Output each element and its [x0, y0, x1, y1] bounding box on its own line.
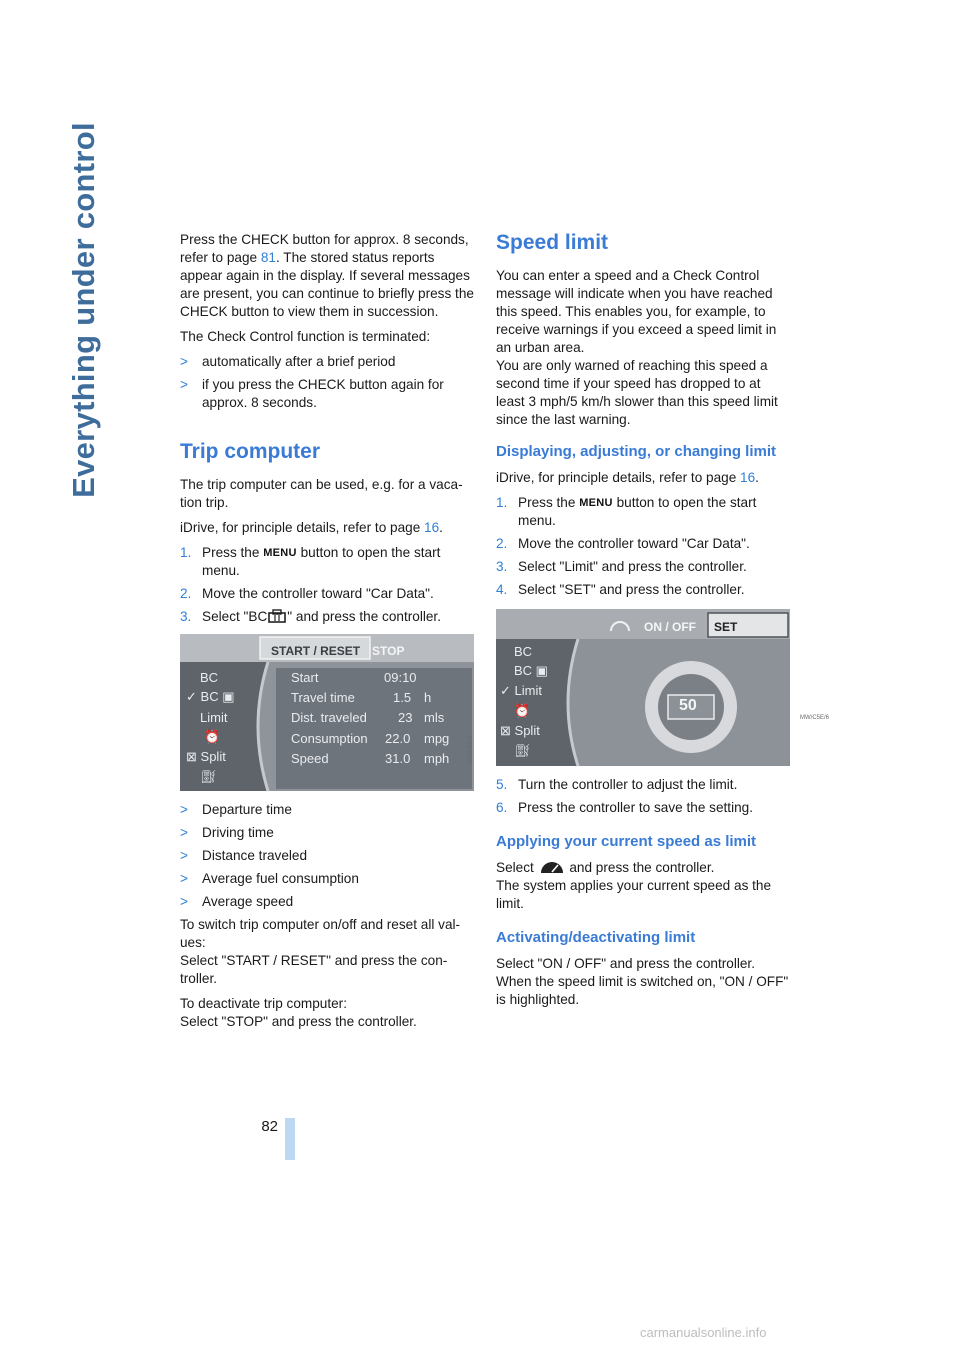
check-paragraph: Press the CHECK button for approx. 8 seconds, refer to page 81. The stored status reports appear again in the display. If several messages are present, you can continue to briefly press the CHECK button to view them in succession.	[180, 232, 474, 319]
screen-row-label: Speed	[291, 751, 329, 766]
limit-value: 50	[679, 697, 697, 714]
speed-limit-warning: You are only warned of reaching this speed a second time if your speed has dropped to at least 3 mph/5 km/h slower than this speed limit since the last warning.	[496, 358, 778, 427]
menu-button-icon: MENU	[579, 497, 613, 509]
switch-paragraph: To switch trip computer on/off and reset all val-ues:	[180, 917, 461, 950]
right-column	[496, 231, 830, 1016]
speed-limit-intro: You can enter a speed and a Check Control message will indicate when you have reached this speed. This enables you, for example, to receive warnings if you exceed a speed limit in an urban area.	[496, 268, 777, 355]
step-item: 2. Move the controller toward "Car Data".	[180, 586, 434, 601]
split-icon: ⊠	[186, 749, 197, 764]
left-column	[180, 231, 476, 1038]
idrive-paragraph: iDrive, for principle details, refer to page 16.	[496, 470, 759, 485]
screen-row-unit: mpg	[424, 731, 450, 746]
terminated-paragraph: The Check Control function is terminated:	[180, 329, 431, 344]
step-item: 3. Select "BC " and press the controller.	[180, 609, 441, 624]
screen-menu-split: ⊠ Split	[186, 749, 226, 764]
step-item: 1. Press the MENU button to open the start menu.	[496, 495, 757, 528]
bc-calc-icon	[267, 609, 287, 623]
screen-row-value: 1.5	[393, 690, 412, 705]
screen-row-unit: mls	[424, 710, 445, 725]
page-number: 82	[261, 1118, 278, 1135]
alarm-clock-icon: ⏰	[204, 729, 221, 744]
screen-row-unit: h	[424, 690, 432, 705]
step-item: 5. Turn the controller to adjust the limit.	[496, 777, 738, 792]
section-side-title-text: Everything under control	[66, 122, 101, 498]
screen-menu-bc: BC	[200, 670, 219, 685]
idrive-paragraph: iDrive, for principle details, refer to page 16.	[180, 520, 443, 535]
screen-menu-limit: ✓ Limit	[500, 683, 542, 698]
list-item: > Departure time	[180, 802, 292, 817]
step-item: 3. Select "Limit" and press the controller.	[496, 559, 747, 574]
list-item: > Average fuel consumption	[180, 871, 359, 886]
check-icon: ✓	[500, 683, 511, 698]
list-item: > Distance traveled	[180, 848, 308, 863]
apply-speed-paragraph-2: The system applies your current speed as the limit.	[496, 878, 772, 911]
activating-paragraph: Select "ON / OFF" and press the controller.	[496, 956, 755, 971]
menu-button-icon: MENU	[263, 547, 297, 559]
apply-speed-heading: Applying your current speed as limit	[496, 833, 757, 850]
page-number-bar	[285, 1118, 295, 1160]
step-item: 4. Select "SET" and press the controller.	[496, 582, 745, 597]
list-item: > Average speed	[180, 894, 294, 909]
speed-limit-heading: Speed limit	[496, 231, 609, 254]
screen-menu-bc-calc: BC ▣	[514, 663, 548, 678]
page-link-16[interactable]: 16	[740, 470, 756, 485]
trip-computer-heading: Trip computer	[180, 440, 321, 463]
switch-paragraph-2: Select "START / RESET" and press the con-troller.	[180, 953, 448, 986]
list-item: > if you press the CHECK button again for approx. 8 seconds.	[180, 377, 444, 410]
split-icon: ⊠	[500, 723, 511, 738]
screen-menu-bc: BC	[514, 644, 533, 659]
screen-menu-split: ⊠ Split	[500, 723, 540, 738]
screen-row-unit: mph	[424, 751, 450, 766]
screen-row-value: 31.0	[385, 751, 411, 766]
tab-start-reset: START / RESET	[271, 644, 361, 658]
tab-stop: STOP	[372, 644, 405, 658]
activating-limit-heading: Activating/deactivating limit	[496, 929, 696, 946]
screen-menu-bc-calc: ✓ BC ▣	[186, 689, 235, 704]
screen-row-label: Travel time	[291, 690, 355, 705]
screen-row-label: Dist. traveled	[291, 710, 367, 725]
page-link-81[interactable]: 81	[260, 250, 276, 265]
figure-code: WU/C5E/A	[468, 734, 474, 764]
screen-menu-limit: Limit	[200, 710, 228, 725]
step-item: 6. Press the controller to save the setting.	[496, 800, 753, 815]
activating-paragraph-2: When the speed limit is switched on, "ON / OFF" is highlighted.	[496, 974, 789, 1007]
watermark: carmanualsonline.info	[640, 1325, 767, 1340]
tab-on-off: ON / OFF	[644, 620, 696, 634]
check-icon: ✓	[186, 689, 197, 704]
figure-code: MW/C5E/6	[800, 715, 830, 721]
screen-row-label: Consumption	[291, 731, 368, 746]
oil-can-icon: ⛽︎	[514, 743, 531, 758]
step-item: 1. Press the MENU button to open the start menu.	[180, 545, 441, 578]
screen-row-value: 23	[398, 710, 413, 725]
page-link-16[interactable]: 16	[424, 520, 440, 535]
list-item: > automatically after a brief period	[180, 354, 396, 369]
list-item: > Driving time	[180, 825, 274, 840]
step-item: 2. Move the controller toward "Car Data".	[496, 536, 750, 551]
section-side-title	[64, 40, 104, 580]
trip-computer-screen	[180, 634, 474, 791]
alarm-clock-icon: ⏰	[514, 703, 531, 718]
deactivate-paragraph: To deactivate trip computer:	[180, 996, 347, 1011]
screen-row-value: 09:10	[384, 670, 417, 685]
screen-row-value: 22.0	[385, 731, 411, 746]
tab-set: SET	[714, 620, 738, 634]
oil-can-icon: ⛽︎	[200, 769, 217, 784]
screen-row-label: Start	[291, 670, 319, 685]
trip-paragraph: The trip computer can be used, e.g. for a vaca-tion trip.	[180, 477, 463, 510]
apply-speed-paragraph: Select and press the controller.	[496, 860, 715, 875]
displaying-limit-heading: Displaying, adjusting, or changing limit	[496, 443, 777, 460]
deactivate-paragraph-2: Select "STOP" and press the controller.	[180, 1014, 417, 1029]
speedometer-icon	[538, 860, 566, 874]
speed-limit-screen	[496, 609, 830, 766]
